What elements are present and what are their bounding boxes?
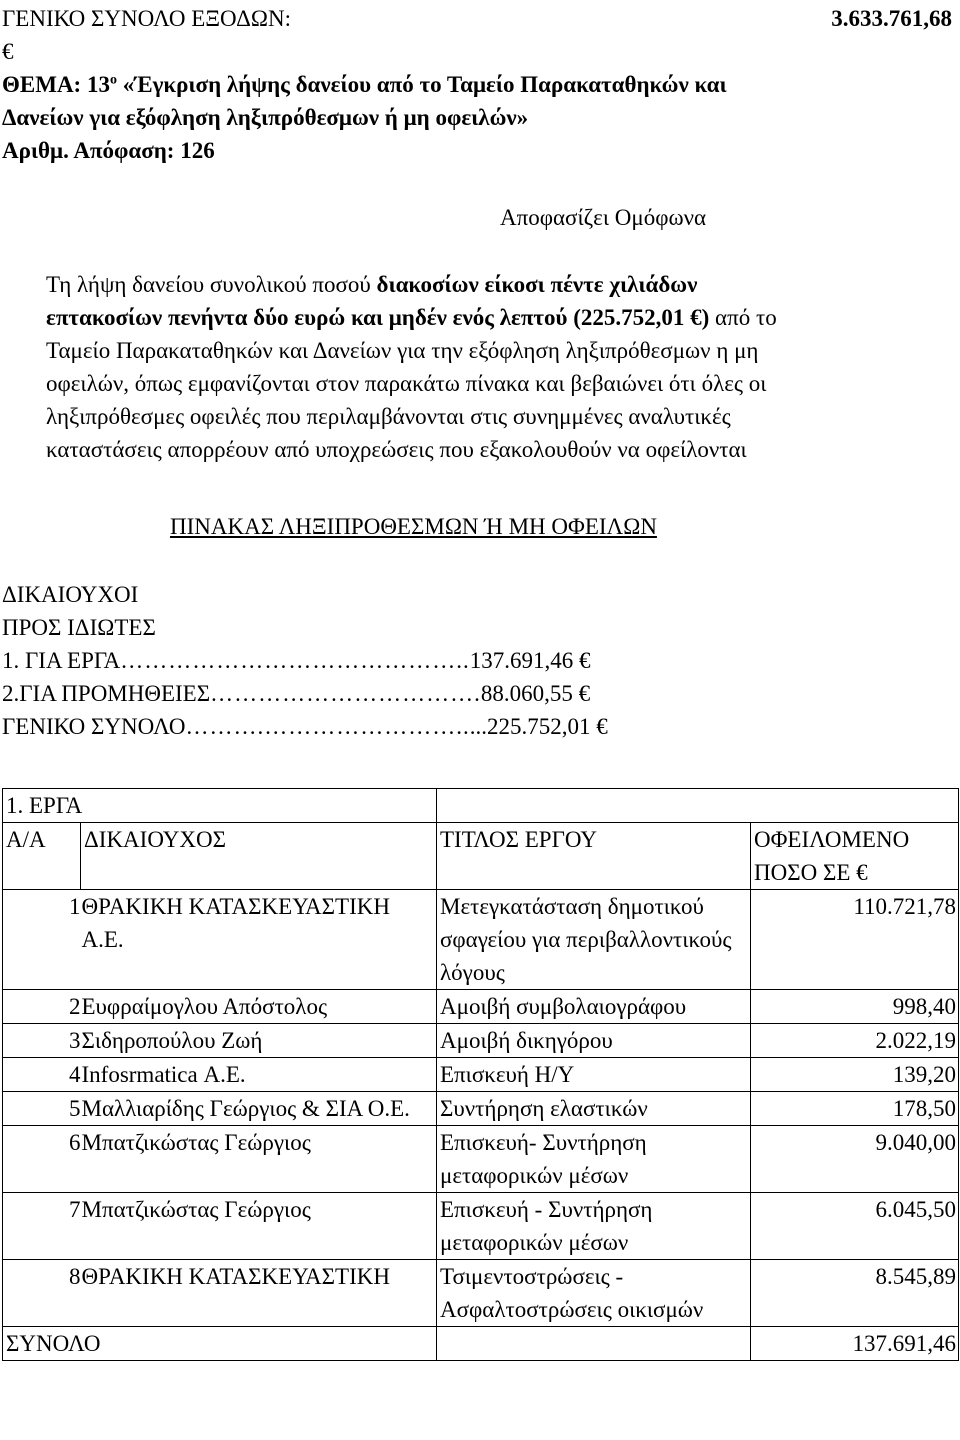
row-amount: 998,40 bbox=[751, 990, 959, 1024]
summary-works-value: 137.691,46 € bbox=[469, 648, 591, 673]
body-line-4: οφειλών, όπως εμφανίζονται στον παρακάτω πίνακα και βεβαιώνει ότι όλες οι bbox=[46, 371, 767, 396]
row-number: 1 bbox=[3, 890, 81, 990]
body-line-2 bbox=[46, 301, 777, 334]
summary-total bbox=[2, 710, 608, 743]
row-amount: 110.721,78 bbox=[751, 890, 959, 990]
row-title: Επισκευή - Συντήρηση μεταφορικών μέσων bbox=[437, 1193, 751, 1260]
row-amount: 2.022,19 bbox=[751, 1024, 959, 1058]
euro-sign: € bbox=[2, 39, 14, 64]
row-amount: 8.545,89 bbox=[751, 1260, 959, 1327]
summary-works-dots: …………………………………….. bbox=[120, 648, 470, 673]
row-number: 7 bbox=[3, 1193, 81, 1260]
summary-private: ΠΡΟΣ ΙΔΙΩΤΕΣ bbox=[2, 615, 156, 640]
decides-heading: Αποφασίζει Ομόφωνα bbox=[500, 205, 707, 230]
row-number: 2 bbox=[3, 990, 81, 1024]
table-total-row bbox=[3, 1327, 959, 1361]
decision-prefix: Αριθμ. bbox=[2, 138, 69, 163]
summary-supplies bbox=[2, 677, 590, 710]
works-table bbox=[2, 788, 959, 1361]
row-number: 8 bbox=[3, 1260, 81, 1327]
table-row bbox=[3, 990, 959, 1024]
summary-total-dots: ……….…………………….. bbox=[185, 714, 470, 739]
row-title: Συντήρηση ελαστικών bbox=[437, 1092, 751, 1126]
table-row bbox=[3, 1024, 959, 1058]
row-amount: 9.040,00 bbox=[751, 1126, 959, 1193]
table-row bbox=[3, 890, 959, 990]
decision-value: Απόφαση: 126 bbox=[68, 138, 215, 163]
summary-supplies-dots: ……………………………. bbox=[210, 681, 481, 706]
row-amount: 139,20 bbox=[751, 1058, 959, 1092]
row-beneficiary: Infosrmatica Α.Ε. bbox=[81, 1058, 437, 1092]
summary-supplies-label: 2.ΓΙΑ ΠΡΟΜΗΘΕΙΕΣ bbox=[2, 681, 211, 706]
table-total-label: ΣΥΝΟΛΟ bbox=[3, 1327, 437, 1361]
row-beneficiary: Μπατζικώστας Γεώργιος bbox=[81, 1126, 437, 1193]
row-beneficiary: ΘΡΑΚΙΚΗ ΚΑΤΑΣΚΕΥΑΣΤΙΚΗ bbox=[81, 1260, 437, 1327]
row-number: 3 bbox=[3, 1024, 81, 1058]
table-row bbox=[3, 1193, 959, 1260]
table-row bbox=[3, 1092, 959, 1126]
topic-title: «Έγκριση λήψης δανείου από το Ταμείο Παρακαταθηκών και bbox=[116, 72, 727, 97]
row-title: Επισκευή- Συντήρηση μεταφορικών μέσων bbox=[437, 1126, 751, 1193]
header-beneficiary: ΔΙΚΑΙΟΥΧΟΣ bbox=[81, 823, 437, 890]
decision-number bbox=[2, 134, 215, 167]
row-beneficiary: Μπατζικώστας Γεώργιος bbox=[81, 1193, 437, 1260]
total-expenses-label: ΓΕΝΙΚΟ ΣΥΝΟΛΟ ΕΞΟΔΩΝ: bbox=[2, 6, 291, 31]
row-title: Αμοιβή δικηγόρου bbox=[437, 1024, 751, 1058]
body-text-2: από το bbox=[709, 305, 777, 330]
table-total-value: 137.691,46 bbox=[751, 1327, 959, 1361]
body-amount-words-2: επτακοσίων πενήντα δύο ευρώ και μηδέν ενός λεπτού (225.752,01 €) bbox=[46, 305, 710, 330]
summary-total-value: ...225.752,01 € bbox=[469, 714, 608, 739]
summary-total-label: ΓΕΝΙΚΟ ΣΥΝΟΛΟ bbox=[2, 714, 186, 739]
row-number: 5 bbox=[3, 1092, 81, 1126]
row-beneficiary: Μαλλιαρίδης Γεώργιος & ΣΙΑ Ο.Ε. bbox=[81, 1092, 437, 1126]
topic-line-2: Δανείων για εξόφληση ληξιπρόθεσμων ή μη οφειλών» bbox=[2, 105, 529, 130]
row-beneficiary: ΘΡΑΚΙΚΗ ΚΑΤΑΣΚΕΥΑΣΤΙΚΗ Α.Ε. bbox=[81, 890, 437, 990]
row-beneficiary: Σιδηροπούλου Ζωή bbox=[81, 1024, 437, 1058]
topic-sup: ο bbox=[109, 72, 117, 88]
row-title: Αμοιβή συμβολαιογράφου bbox=[437, 990, 751, 1024]
topic-number: ΘΕΜΑ: 13 bbox=[2, 72, 110, 97]
table-row bbox=[3, 1126, 959, 1193]
body-amount-words: διακοσίων είκοσι πέντε χιλιάδων bbox=[376, 272, 698, 297]
body-line-1 bbox=[46, 268, 697, 301]
header-amount: ΟΦΕΙΛΟΜΕΝΟ ΠΟΣΟ ΣΕ € bbox=[751, 823, 959, 890]
table-title: ΠΙΝΑΚΑΣ ΛΗΞΙΠΡΟΘΕΣΜΩΝ Ή ΜΗ ΟΦΕΙΛΩΝ bbox=[170, 514, 657, 539]
header-title: ΤΙΤΛΟΣ ΕΡΓΟΥ bbox=[437, 823, 751, 890]
row-beneficiary: Ευφραίμογλου Απόστολος bbox=[81, 990, 437, 1024]
topic-line-1 bbox=[2, 68, 727, 101]
body-text: Τη λήψη δανείου συνολικού ποσού bbox=[46, 272, 377, 297]
works-section-label: 1. ΕΡΓΑ bbox=[3, 789, 437, 823]
body-line-5: ληξιπρόθεσμες οφειλές που περιλαμβάνονται στις συνημμένες αναλυτικές bbox=[46, 404, 731, 429]
summary-supplies-value: 88.060,55 € bbox=[480, 681, 591, 706]
row-title: Μετεγκατάσταση δημοτικού σφαγείου για περιβαλλοντικούς λόγους bbox=[437, 890, 751, 990]
table-row bbox=[3, 1058, 959, 1092]
summary-works bbox=[2, 644, 590, 677]
body-line-3: Ταμείο Παρακαταθηκών και Δανείων για την εξόφληση ληξιπρόθεσμων η μη bbox=[46, 338, 759, 363]
summary-beneficiaries: ΔΙΚΑΙΟΥΧΟΙ bbox=[2, 582, 139, 607]
row-title: Επισκευή Η/Υ bbox=[437, 1058, 751, 1092]
row-number: 4 bbox=[3, 1058, 81, 1092]
total-expenses-value: 3.633.761,68 bbox=[831, 6, 952, 31]
row-amount: 6.045,50 bbox=[751, 1193, 959, 1260]
summary-works-label: 1. ΓΙΑ ΕΡΓΑ bbox=[2, 648, 121, 673]
row-number: 6 bbox=[3, 1126, 81, 1193]
table-header-row bbox=[3, 823, 959, 890]
body-line-6: καταστάσεις απορρέουν από υποχρεώσεις που εξακολουθούν να οφείλονται bbox=[46, 437, 747, 462]
header-aa: Α/Α bbox=[3, 823, 81, 890]
table-row bbox=[3, 1260, 959, 1327]
row-title: Τσιμεντοστρώσεις - Ασφαλτοστρώσεις οικισμών bbox=[437, 1260, 751, 1327]
row-amount: 178,50 bbox=[751, 1092, 959, 1126]
